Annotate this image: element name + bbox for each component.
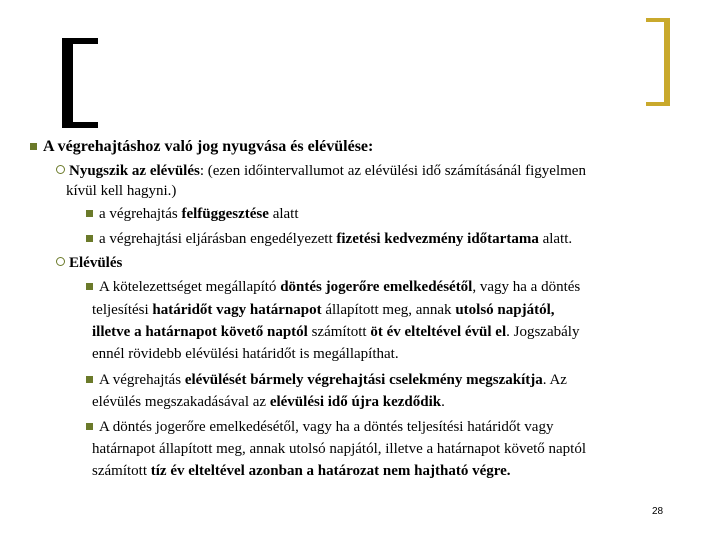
page-number: 28 xyxy=(652,506,664,517)
elevules-p2-line-2: elévülés megszakadásával az elévülési idő újra kezdődik. xyxy=(92,394,445,410)
nyugszik-line-2: kívül kell hagyni.) xyxy=(66,183,177,199)
elevules-p3-line-3: számított tíz év elteltével azonban a határozat nem hajtható végre. xyxy=(92,463,511,479)
elevules-p3-line-2: határnapot állapított meg, annak utolsó napjától, illetve a határnapot követő naptól xyxy=(92,441,587,457)
ring-bullet-icon xyxy=(56,165,65,174)
square-bullet-icon xyxy=(86,283,93,290)
elevules-p1-line-1: A kötelezettséget megállapító döntés jogerőre emelkedésétől, vagy ha a döntés xyxy=(86,276,580,298)
square-bullet-icon xyxy=(86,210,93,217)
nyugszik-item-2: a végrehajtási eljárásban engedélyezett fizetési kedvezmény időtartama alatt. xyxy=(86,228,572,250)
elevules-p3-line-1: A döntés jogerőre emelkedésétől, vagy ha a döntés teljesítési határidőt vagy xyxy=(86,416,553,438)
elevules-p1-line-2: teljesítési határidőt vagy határnapot állapított meg, annak utolsó napjától, xyxy=(92,302,555,318)
elevules-p1-line-4: ennél rövidebb elévülési határidőt is megállapíthat. xyxy=(92,346,399,362)
square-bullet-icon xyxy=(86,235,93,242)
slide-heading: A végrehajtáshoz való jog nyugvása és elévülése: xyxy=(30,136,373,158)
elevules-p1-line-3: illetve a határnapot követő naptól számított öt év elteltével évül el. Jogszabály xyxy=(92,324,580,340)
nyugszik-item-1: a végrehajtás felfüggesztése alatt xyxy=(86,203,299,225)
ring-bullet-icon xyxy=(56,257,65,266)
decorative-bracket-left xyxy=(62,38,98,128)
elevules-heading: Elévülés xyxy=(56,252,122,274)
square-bullet-icon xyxy=(86,376,93,383)
decorative-bracket-right xyxy=(646,18,670,106)
elevules-p2-line-1: A végrehajtás elévülését bármely végrehajtási cselekmény megszakítja. Az xyxy=(86,369,567,391)
nyugszik-line-1: Nyugszik az elévülés: (ezen időintervallumot az elévülési idő számításánál figyelmen xyxy=(56,160,586,182)
square-bullet-icon xyxy=(30,143,37,150)
square-bullet-icon xyxy=(86,423,93,430)
